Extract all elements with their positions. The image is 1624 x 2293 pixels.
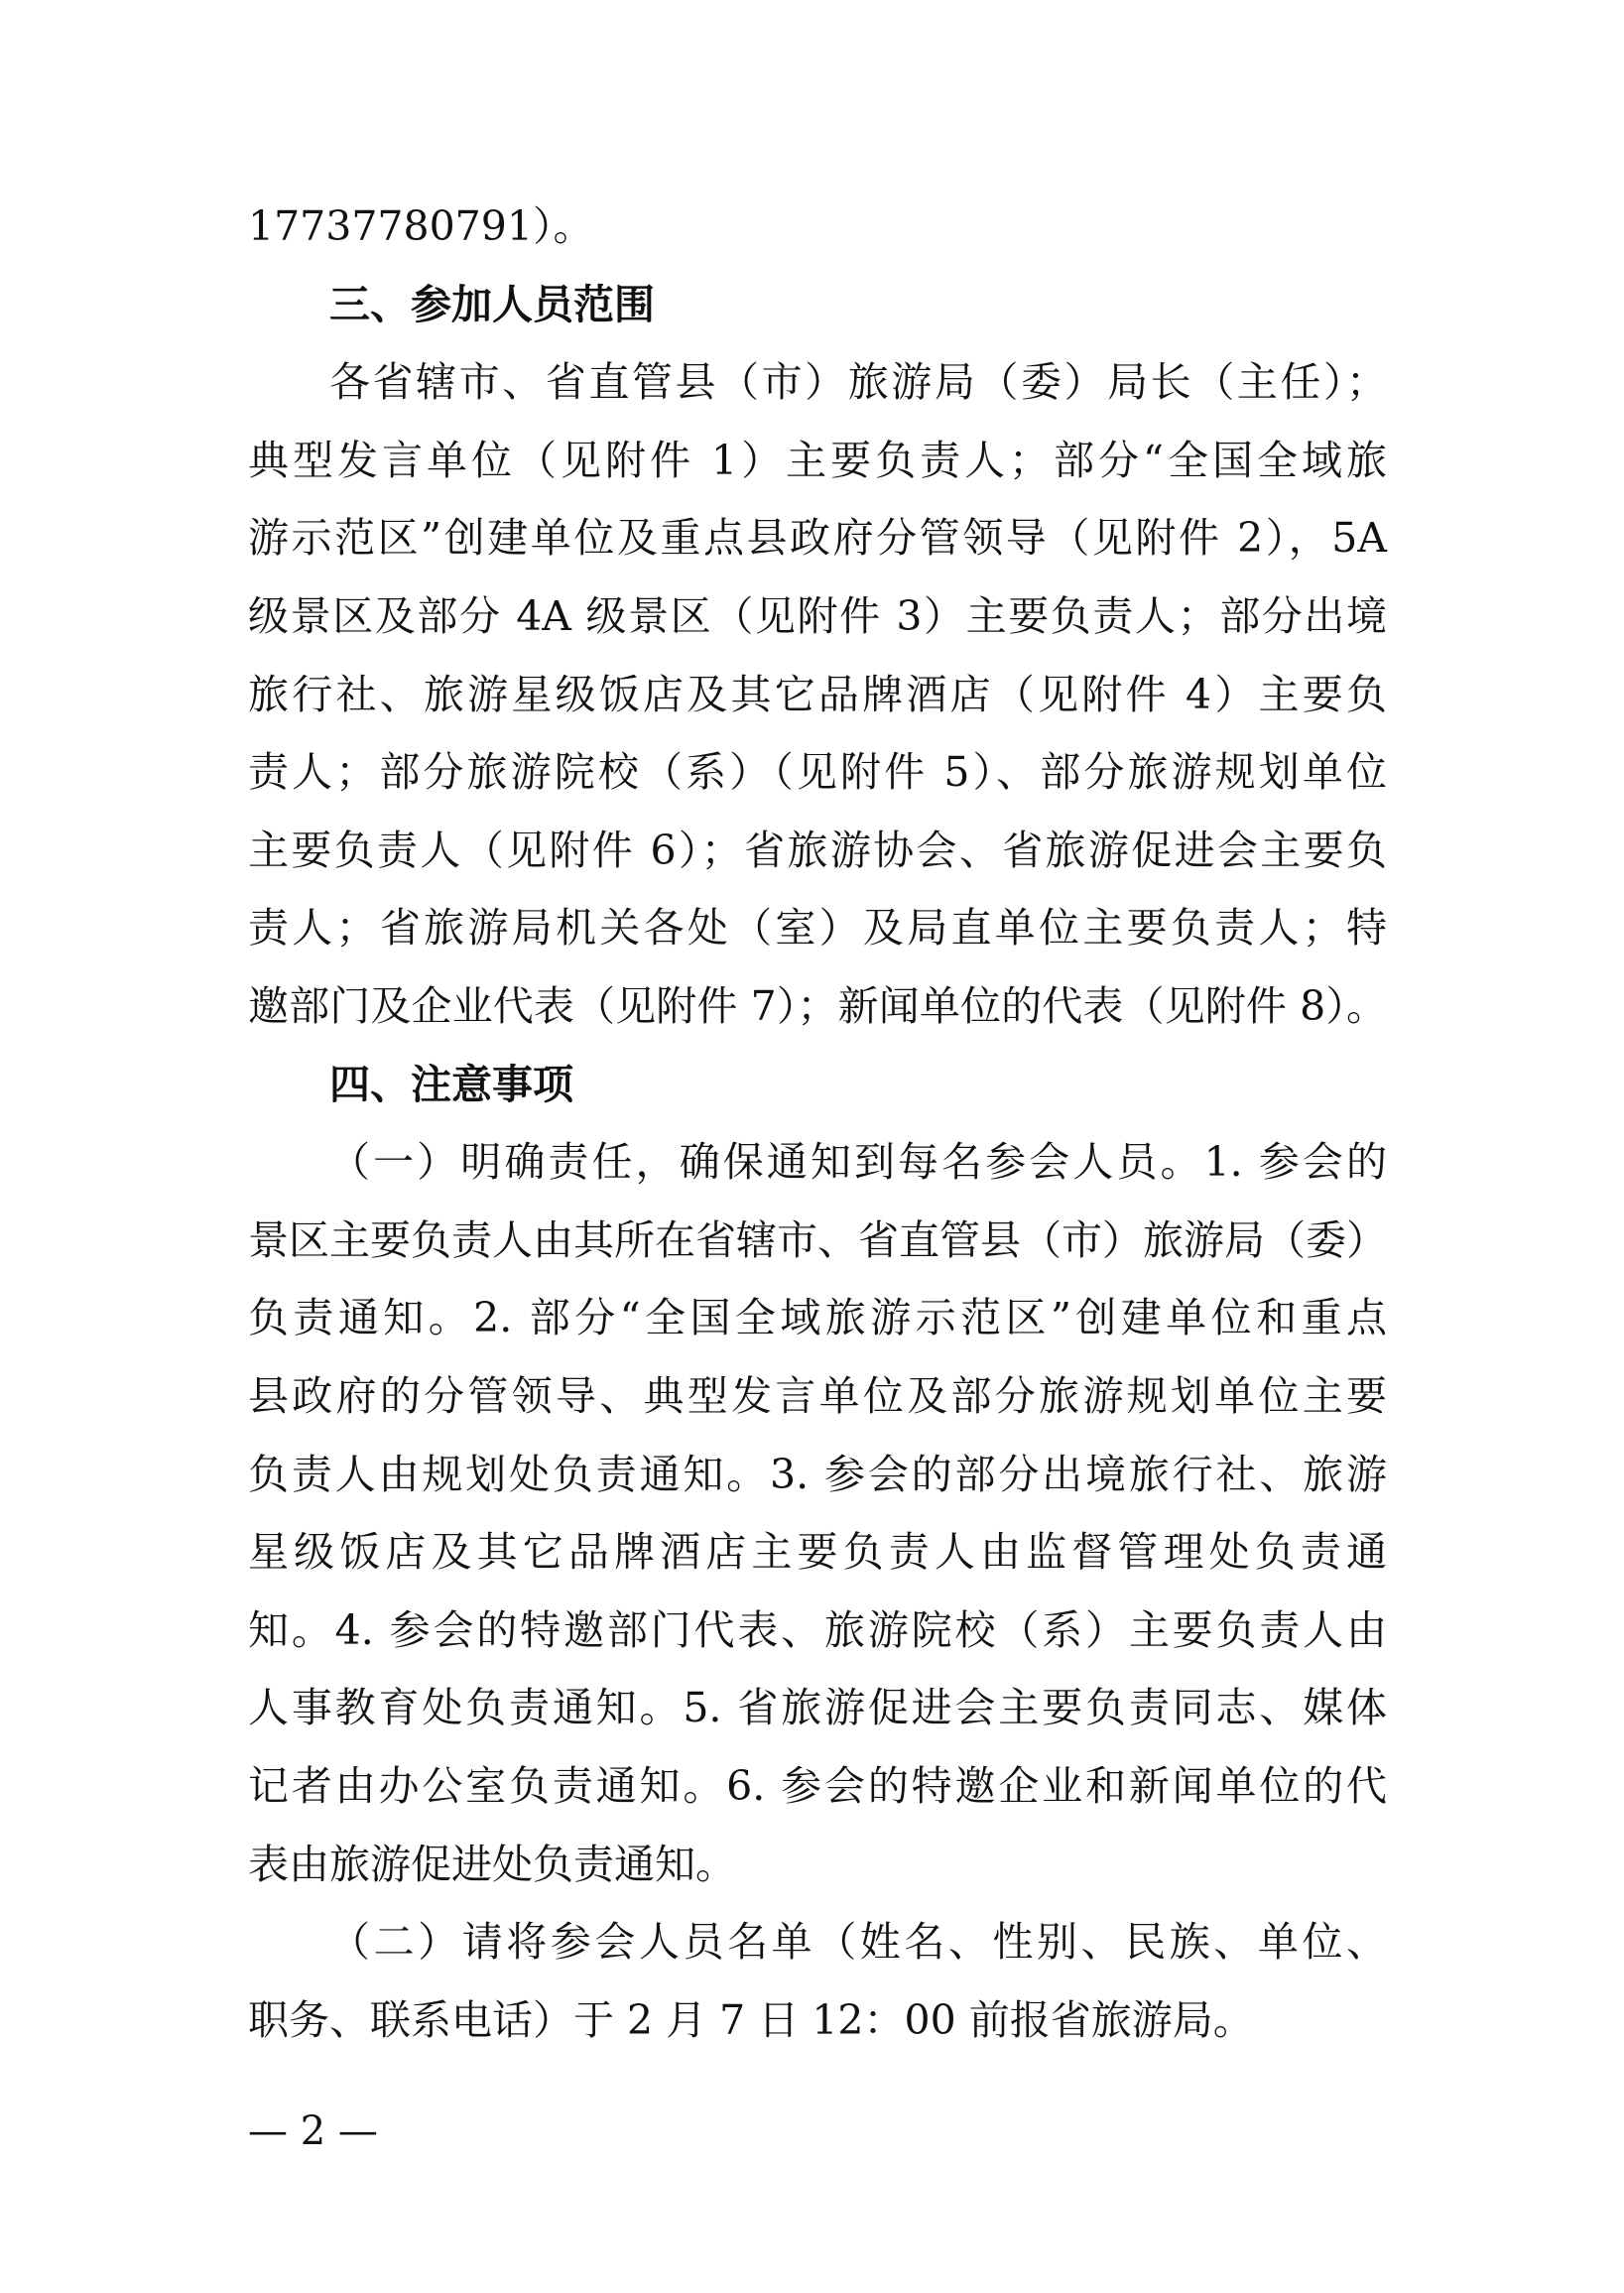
body-text-line: 级景区及部分 4A 级景区（见附件 3）主要负责人；部分出境	[248, 592, 1387, 640]
page-number: — 2 —	[248, 2108, 378, 2154]
body-text-line: 责人；部分旅游院校（系）（见附件 5）、部分旅游规划单位	[248, 748, 1387, 797]
body-text-line: 县政府的分管领导、典型发言单位及部分旅游规划单位主要	[248, 1372, 1387, 1420]
body-text-line: 17737780791）。	[248, 202, 594, 250]
body-text-line: （一）明确责任，确保通知到每名参会人员。1. 参会的	[329, 1138, 1387, 1187]
section-heading: 四、注意事项	[329, 1060, 573, 1108]
body-text-line: 旅行社、旅游星级饭店及其它品牌酒店（见附件 4）主要负	[248, 670, 1387, 718]
body-text-line: 景区主要负责人由其所在省辖市、省直管县（市）旅游局（委）	[248, 1215, 1387, 1264]
body-text-line: 人事教育处负责通知。5. 省旅游促进会主要负责同志、媒体	[248, 1684, 1387, 1732]
body-text-line: 表由旅游促进处负责通知。	[248, 1840, 736, 1888]
body-text-line: 记者由办公室负责通知。6. 参会的特邀企业和新闻单位的代	[248, 1762, 1387, 1810]
body-text-line: （二）请将参会人员名单（姓名、性别、民族、单位、	[329, 1918, 1387, 1967]
section-heading: 三、参加人员范围	[329, 280, 655, 328]
body-text-line: 典型发言单位（见附件 1）主要负责人；部分“全国全域旅	[248, 436, 1387, 484]
body-text-line: 责人；省旅游局机关各处（室）及局直单位主要负责人；特	[248, 904, 1387, 953]
body-text-line: 主要负责人（见附件 6）；省旅游协会、省旅游促进会主要负	[248, 826, 1387, 874]
body-text-line: 负责人由规划处负责通知。3. 参会的部分出境旅行社、旅游	[248, 1450, 1387, 1498]
body-text-line: 邀部门及企业代表（见附件 7）；新闻单位的代表（见附件 8）。	[248, 982, 1387, 1030]
body-text-line: 负责通知。2. 部分“全国全域旅游示范区”创建单位和重点	[248, 1294, 1387, 1342]
body-text-line: 职务、联系电话）于 2 月 7 日 12：00 前报省旅游局。	[248, 1995, 1254, 2044]
body-text-line: 知。4. 参会的特邀部门代表、旅游院校（系）主要负责人由	[248, 1605, 1387, 1654]
body-text-line: 各省辖市、省直管县（市）旅游局（委）局长（主任）；	[329, 358, 1387, 407]
body-text-line: 游示范区”创建单位及重点县政府分管领导（见附件 2），5A	[248, 514, 1387, 563]
body-text-line: 星级饭店及其它品牌酒店主要负责人由监督管理处负责通	[248, 1528, 1387, 1577]
